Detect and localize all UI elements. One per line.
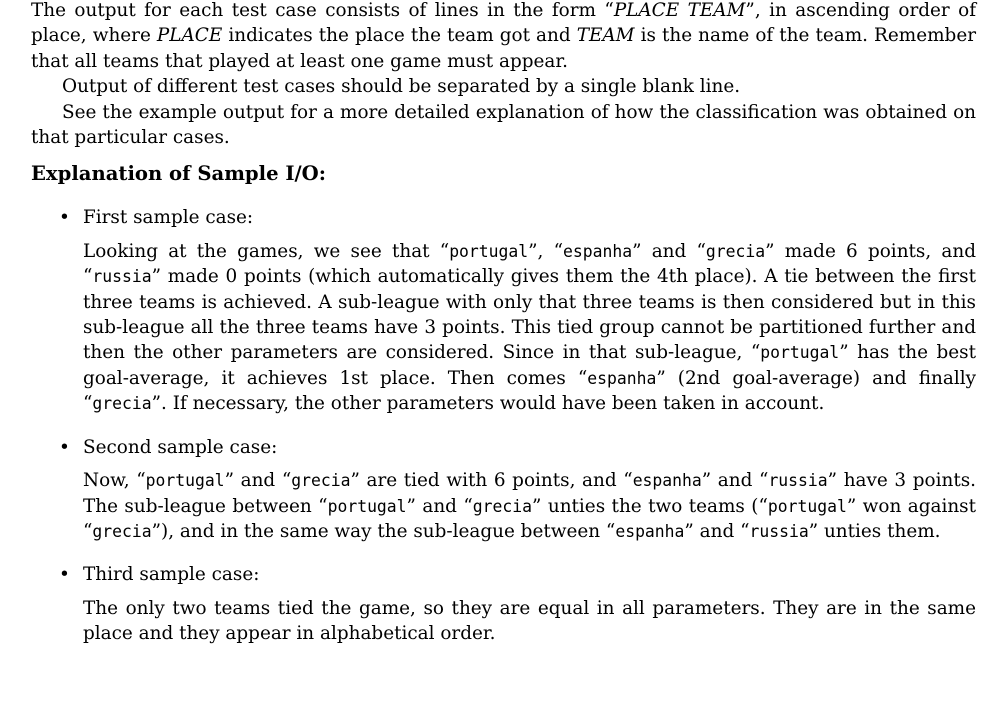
separator-paragraph: Output of different test cases should be separated by a single blank line. — [62, 76, 741, 98]
document-page — [31, 0, 976, 647]
text-run: ”), and in the same way the sub-league between “ — [151, 520, 616, 542]
text-run: ” unties them. — [808, 520, 941, 542]
text-run: ” are tied with 6 points, and “ — [350, 470, 633, 492]
text-run: ” won against “ — [83, 495, 977, 542]
sample-case-item — [31, 435, 976, 545]
team-name-code: russia — [749, 521, 809, 541]
team-name-code: grecia — [291, 471, 351, 491]
bullet-icon: • — [59, 564, 70, 586]
math-place-team: PLACE TEAM — [613, 0, 746, 21]
sample-case-list — [31, 205, 976, 646]
team-name-code: espanha — [587, 368, 657, 388]
text-run: ”, in ascending order of place, where — [31, 0, 977, 47]
sample-case-title: Third sample case: — [83, 564, 260, 586]
team-name-code: portugal — [449, 241, 529, 261]
sample-case-title: Second sample case: — [83, 436, 278, 458]
sample-case-item — [31, 562, 976, 646]
text-run: ” made 6 points, and “ — [83, 240, 977, 288]
text-run: ”. If necessary, the other parameters would have been taken in account. — [151, 393, 825, 415]
sample-case-explanation — [83, 239, 976, 417]
team-name-code: espanha — [563, 241, 633, 261]
text-run: ” has the best goal-average, it achieves 1st place. Then comes “ — [83, 342, 976, 389]
text-run: Now, “ — [83, 470, 146, 492]
text-run: ” made 0 points (which automatically gives them the 4th place). A tie between the first three teams is achieved. A sub-league with only that three teams is then considered but in this sub-league all the three teams have 3 points. This tied group cannot be partitioned further and then the other parameters are considered. Since in that sub-league, “ — [83, 266, 976, 364]
team-name-code: grecia — [92, 521, 152, 541]
sample-case-explanation — [83, 596, 976, 647]
team-name-code: russia — [92, 267, 152, 287]
sample-case-item — [31, 205, 976, 416]
bullet-icon: • — [59, 207, 70, 229]
text-run: ” and “ — [406, 495, 473, 517]
text-run: ” unties the two teams (“ — [532, 495, 768, 517]
explanation-heading: Explanation of Sample I/O: — [31, 162, 326, 186]
math-team: TEAM — [576, 25, 635, 47]
sample-case-explanation — [83, 468, 976, 544]
team-name-code: espanha — [632, 471, 702, 491]
team-name-code: grecia — [92, 394, 152, 414]
team-name-code: grecia — [705, 241, 766, 261]
text-run: ” and “ — [701, 470, 769, 492]
text-run: ” and “ — [684, 520, 750, 542]
text-run: The only two teams tied the game, so they are equal in all parameters. They are in the same place and they appear in alphabetical order. — [83, 597, 976, 645]
text-run: ” and “ — [632, 240, 706, 262]
team-name-code: grecia — [472, 496, 533, 516]
text-run: Looking at the games, we see that “ — [83, 240, 450, 262]
text-run: The output for each test case consists of lines in the form “ — [31, 0, 614, 21]
team-name-code: portugal — [760, 343, 840, 363]
text-run: ”, “ — [528, 240, 564, 262]
team-name-code: espanha — [615, 521, 685, 541]
bullet-icon: • — [59, 436, 70, 458]
math-place: PLACE — [156, 25, 223, 47]
text-run: ” have 3 points. The sub-league between “ — [83, 470, 977, 517]
sample-case-title: First sample case: — [83, 207, 254, 229]
text-run: is the name of the team. Remember that all teams that played at least one game must appear. — [31, 25, 976, 72]
team-name-code: portugal — [145, 471, 225, 491]
text-run: ” (2nd goal-average) and finally “ — [83, 367, 976, 415]
output-format-paragraph — [31, 0, 976, 74]
team-name-code: portugal — [327, 496, 407, 516]
team-name-code: portugal — [767, 496, 847, 516]
see-example-paragraph: See the example output for a more detailed explanation of how the classification was obtained on that particular cases. — [31, 101, 976, 149]
text-run: ” and “ — [224, 470, 292, 492]
team-name-code: russia — [768, 471, 828, 491]
text-run: indicates the place the team got and — [222, 25, 577, 47]
